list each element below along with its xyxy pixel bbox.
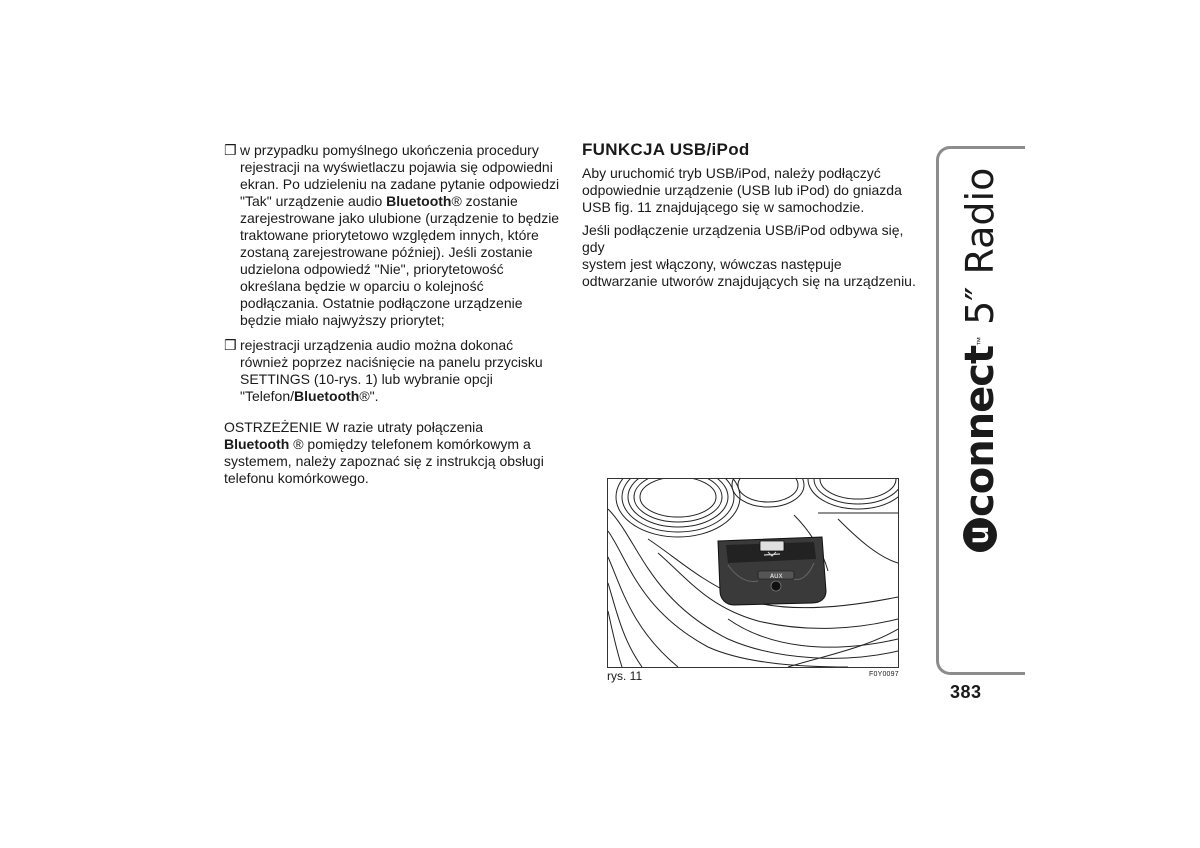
aux-label: AUX <box>770 573 783 580</box>
text-line: rejestracji urządzenia audio można dokonać <box>240 337 514 353</box>
text-line: również poprzez naciśnięcie na panelu przycisku <box>240 354 543 370</box>
text-line: zarejestrowane jako ulubione (urządzenie to będzie <box>240 210 560 226</box>
text-line: USB fig. 11 znajdującego się w samochodzie. <box>582 199 865 215</box>
text-fragment: ®". <box>359 388 379 404</box>
text-line: odtwarzanie utworów znajdujących się na urządzeniu. <box>582 273 916 289</box>
text-line: podłączania. Ostatnie podłączone urządzenie <box>240 295 523 311</box>
text-fragment: "Telefon/ <box>240 388 295 404</box>
text-line: odpowiednie urządzenie (USB lub iPod) do gniazda <box>582 182 902 198</box>
text-line <box>240 193 569 210</box>
paragraph <box>582 165 927 216</box>
text-line: Jeśli podłączenie urządzenia USB/iPod odbywa się, gdy <box>582 222 904 255</box>
left-column <box>224 142 569 487</box>
text-line <box>240 388 569 405</box>
warning-line: OSTRZEŻENIE W razie utraty połączenia <box>224 419 484 435</box>
bullet-text <box>240 337 569 405</box>
text-line: SETTINGS (10-rys. 1) lub wybranie opcji <box>240 371 493 387</box>
warning-line: telefonu komórkowego. <box>224 470 369 486</box>
bluetooth-term: Bluetooth <box>294 388 360 404</box>
checkbox-bullet-icon: ❒ <box>224 142 237 158</box>
figure-code: F0Y0097 <box>869 671 899 678</box>
usb-housing <box>718 537 826 605</box>
bluetooth-term: Bluetooth <box>224 436 290 452</box>
checkbox-bullet-icon: ❒ <box>224 337 237 353</box>
text-fragment: "Tak" urządzenie audio <box>240 193 387 209</box>
usb-socket-figure <box>607 478 899 668</box>
text-fragment: ® zostanie <box>451 193 518 209</box>
text-line: ekran. Po udzieleniu na zadane pytanie odpowiedzi <box>240 176 560 192</box>
text-line: zostaną zarejestrowane później). Jeśli zostanie <box>240 244 533 260</box>
text-fragment: ® pomiędzy telefonem komórkowym a <box>289 436 531 452</box>
text-line: traktowane priorytetowo względem innych, które <box>240 227 539 243</box>
section-heading: FUNKCJA USB/iPod <box>582 140 750 159</box>
text-line: rejestracji na wyświetlaczu pojawia się odpowiedni <box>240 159 553 175</box>
right-column <box>582 141 927 296</box>
bullet-item <box>224 337 569 405</box>
page-number: 383 <box>950 682 982 702</box>
usb-socket-illustration <box>608 479 898 667</box>
warning-line <box>224 436 569 453</box>
side-tab-label <box>956 168 1004 552</box>
text-line: system jest włączony, wówczas następuje <box>582 256 842 272</box>
brand-name: connect <box>957 345 1003 517</box>
trademark-mark: ™ <box>975 336 985 346</box>
text-line: określana będzie w oparciu o kolejność <box>240 278 484 294</box>
bullet-text <box>240 142 569 329</box>
paragraph <box>582 222 927 290</box>
text-line: będzie miało najwyższy priorytet; <box>240 312 445 328</box>
uconnect-logo-icon: u <box>963 518 997 552</box>
bluetooth-term: Bluetooth <box>386 193 452 209</box>
bullet-item <box>224 142 569 329</box>
text-line: Aby uruchomić tryb USB/iPod, należy podłączyć <box>582 165 881 181</box>
radio-model: 5″ Radio <box>958 167 1002 325</box>
warning-line: systemem, należy zapoznać się z instrukcją obsługi <box>224 453 544 469</box>
text-line: udzielona odpowiedź "Nie", priorytetowość <box>240 261 504 277</box>
warning-block <box>224 419 569 487</box>
figure-caption: rys. 11 <box>607 669 643 683</box>
text-line: w przypadku pomyślnego ukończenia procedury <box>240 142 539 158</box>
